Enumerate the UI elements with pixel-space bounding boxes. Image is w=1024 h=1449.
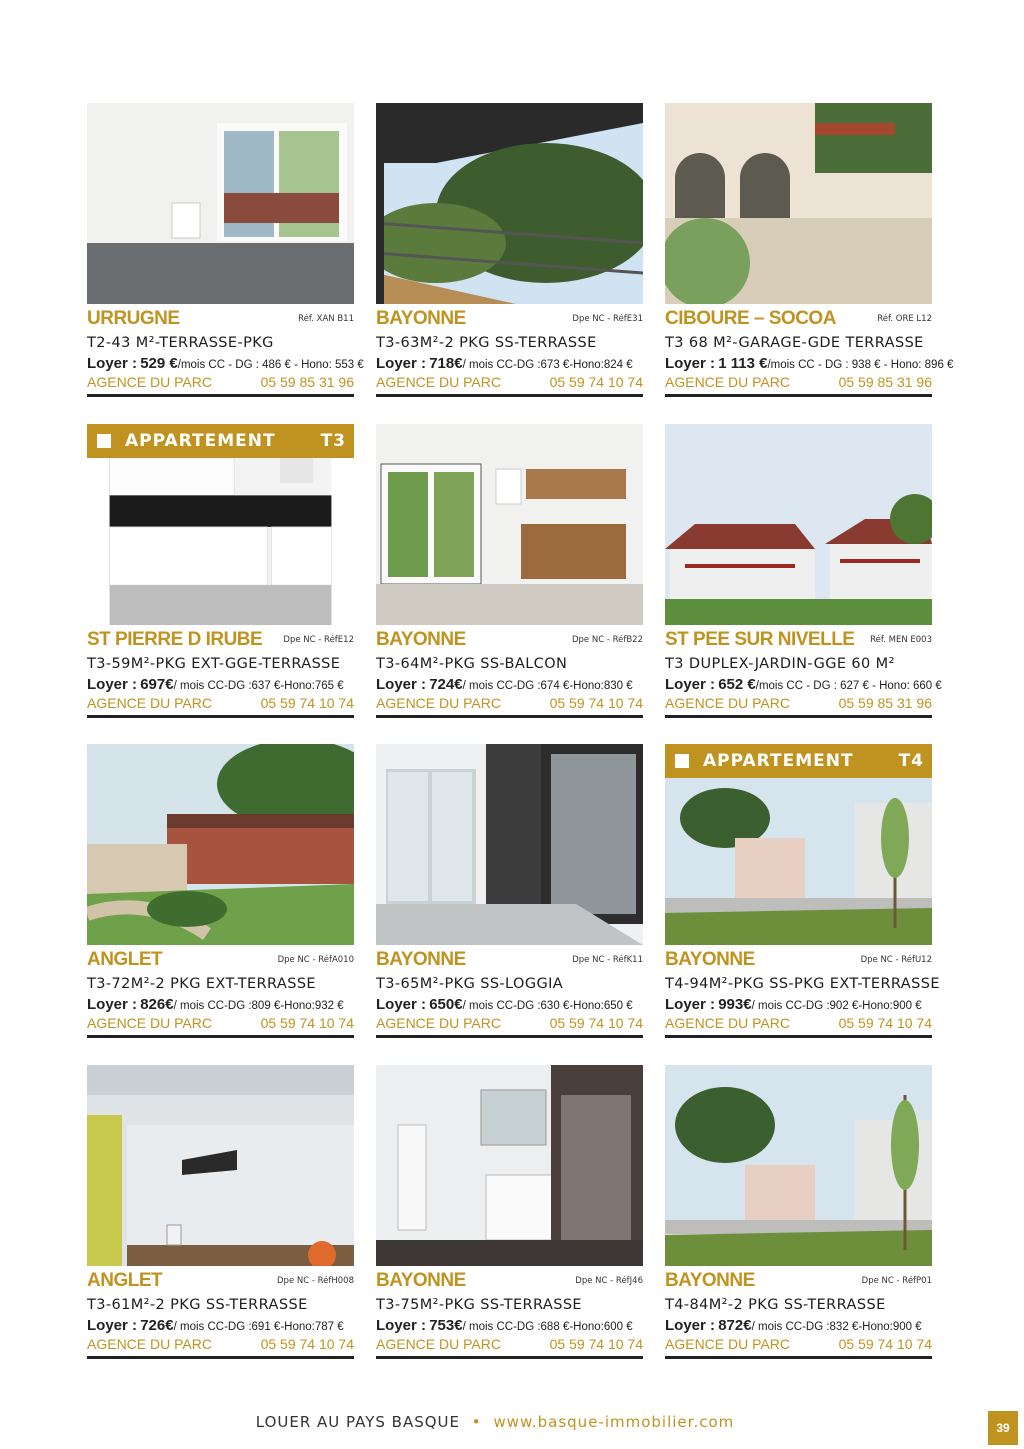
agency-name: AGENCE DU PARC bbox=[376, 695, 501, 711]
agency-name: AGENCE DU PARC bbox=[87, 695, 212, 711]
listing-city: BAYONNE bbox=[376, 308, 466, 329]
agency-phone[interactable]: 05 59 74 10 74 bbox=[549, 374, 643, 390]
banner-photo-block bbox=[665, 744, 932, 945]
listing-title-row bbox=[376, 629, 643, 651]
loyer-amount: 1 113 € bbox=[718, 355, 768, 372]
listing-price bbox=[87, 1317, 354, 1334]
listing-photo[interactable] bbox=[376, 424, 643, 625]
listing-city: ANGLET bbox=[87, 1270, 163, 1291]
loyer-label: Loyer : bbox=[665, 676, 716, 693]
listing-title-row bbox=[376, 1270, 643, 1292]
listing-price bbox=[376, 355, 643, 372]
loyer-label: Loyer : bbox=[376, 996, 427, 1013]
listing-description: T3-65M²-PKG SS-LOGGIA bbox=[376, 976, 564, 992]
agency-phone[interactable]: 05 59 74 10 74 bbox=[549, 695, 643, 711]
listing-photo[interactable] bbox=[665, 424, 932, 625]
loyer-label: Loyer : bbox=[376, 1317, 427, 1334]
listing-photo[interactable] bbox=[87, 744, 354, 945]
listing-ref: Dpe NC - RéfK11 bbox=[572, 955, 643, 965]
loyer-amount: 826€ bbox=[140, 996, 174, 1013]
loyer-details: / mois CC-DG :630 €-Hono:650 € bbox=[462, 1000, 633, 1012]
listing-ref: Dpe NC - RéfU12 bbox=[860, 955, 932, 965]
listing-photo[interactable] bbox=[376, 1065, 643, 1266]
banner-photo-block bbox=[87, 424, 354, 625]
listing-city: ST PIERRE D IRUBE bbox=[87, 629, 263, 650]
listing-title-row bbox=[665, 949, 932, 971]
listing-card[interactable] bbox=[87, 744, 354, 1038]
square-icon bbox=[675, 754, 689, 768]
loyer-details: / mois CC-DG :688 €-Hono:600 € bbox=[462, 1321, 633, 1333]
listing-ref: Dpe NC - RéfB22 bbox=[571, 635, 643, 645]
listing-ref: Dpe NC - RéfP01 bbox=[861, 1276, 932, 1286]
listing-photo[interactable] bbox=[665, 1065, 932, 1266]
loyer-amount: 697€ bbox=[140, 676, 174, 693]
loyer-label: Loyer : bbox=[665, 996, 716, 1013]
loyer-details: /mois CC - DG : 627 € - Hono: 660 € bbox=[755, 680, 942, 692]
listing-description: T3-75M²-PKG SS-TERRASSE bbox=[376, 1297, 582, 1313]
listing-title-row bbox=[665, 629, 932, 651]
agency-name: AGENCE DU PARC bbox=[87, 374, 212, 390]
listing-description: T3 68 M²-GARAGE-GDE TERRASSE bbox=[665, 335, 924, 351]
banner-label: APPARTEMENT bbox=[703, 751, 854, 771]
loyer-amount: 529 € bbox=[140, 355, 178, 372]
listing-city: BAYONNE bbox=[376, 1270, 466, 1291]
listing-card[interactable] bbox=[665, 424, 942, 718]
listing-title-row bbox=[376, 308, 643, 330]
listing-ref: Réf. XAN B11 bbox=[298, 314, 354, 324]
listing-card[interactable] bbox=[376, 1065, 643, 1359]
loyer-label: Loyer : bbox=[87, 1317, 138, 1334]
agency-phone[interactable]: 05 59 74 10 74 bbox=[549, 1015, 643, 1031]
listing-agency-row bbox=[87, 695, 354, 718]
loyer-label: Loyer : bbox=[87, 355, 138, 372]
listing-city: CIBOURE – SOCOA bbox=[665, 308, 836, 329]
listing-price bbox=[376, 676, 643, 693]
listing-agency-row bbox=[87, 1015, 354, 1038]
agency-phone[interactable]: 05 59 74 10 74 bbox=[260, 1336, 354, 1352]
loyer-details: / mois CC-DG :673 €-Hono:824 € bbox=[462, 359, 633, 371]
listing-card[interactable] bbox=[665, 1065, 932, 1359]
listing-description: T4-94M²-PKG SS-PKG EXT-TERRASSE bbox=[665, 976, 940, 992]
listing-price bbox=[665, 355, 954, 372]
listing-card[interactable] bbox=[376, 744, 643, 1038]
loyer-amount: 872€ bbox=[718, 1317, 752, 1334]
listing-price bbox=[376, 1317, 643, 1334]
listing-agency-row bbox=[665, 1336, 932, 1359]
listing-ref: Dpe NC - RéfE31 bbox=[572, 314, 643, 324]
listing-agency-row bbox=[665, 1015, 932, 1038]
listing-agency-row bbox=[87, 374, 354, 397]
agency-phone[interactable]: 05 59 74 10 74 bbox=[549, 1336, 643, 1352]
listing-price bbox=[376, 996, 643, 1013]
listing-card[interactable] bbox=[87, 103, 364, 397]
loyer-details: /mois CC - DG : 938 € - Hono: 896 € bbox=[767, 359, 954, 371]
listing-price bbox=[665, 996, 932, 1013]
listing-price bbox=[665, 1317, 932, 1334]
loyer-details: / mois CC-DG :674 €-Hono:830 € bbox=[462, 680, 633, 692]
listing-description: T4-84M²-2 PKG SS-TERRASSE bbox=[665, 1297, 886, 1313]
listing-ref: Dpe NC - RéfE12 bbox=[283, 635, 354, 645]
listing-card[interactable] bbox=[376, 103, 643, 397]
footer-tagline: LOUER AU PAYS BASQUE bbox=[255, 1413, 461, 1431]
listing-city: ST PEE SUR NIVELLE bbox=[665, 629, 855, 650]
listing-description: T3-64M²-PKG SS-BALCON bbox=[376, 656, 568, 672]
category-banner bbox=[665, 744, 932, 778]
listing-city: BAYONNE bbox=[376, 629, 466, 650]
agency-phone[interactable]: 05 59 74 10 74 bbox=[838, 1336, 932, 1352]
listing-agency-row bbox=[376, 1015, 643, 1038]
listing-agency-row bbox=[665, 374, 932, 397]
listing-ref: Dpe NC - RéfA010 bbox=[277, 955, 354, 965]
loyer-amount: 726€ bbox=[140, 1317, 174, 1334]
footer-separator: • bbox=[471, 1413, 482, 1431]
listing-title-row bbox=[376, 949, 643, 971]
listing-agency-row bbox=[376, 1336, 643, 1359]
agency-phone[interactable]: 05 59 74 10 74 bbox=[260, 1015, 354, 1031]
agency-phone[interactable]: 05 59 85 31 96 bbox=[838, 695, 932, 711]
loyer-amount: 993€ bbox=[718, 996, 752, 1013]
square-icon bbox=[97, 434, 111, 448]
loyer-label: Loyer : bbox=[87, 676, 138, 693]
agency-name: AGENCE DU PARC bbox=[665, 374, 790, 390]
listing-agency-row bbox=[376, 695, 643, 718]
listing-city: URRUGNE bbox=[87, 308, 180, 329]
loyer-amount: 718€ bbox=[429, 355, 463, 372]
agency-phone[interactable]: 05 59 85 31 96 bbox=[838, 374, 932, 390]
loyer-label: Loyer : bbox=[376, 355, 427, 372]
agency-name: AGENCE DU PARC bbox=[376, 374, 501, 390]
listing-card[interactable] bbox=[376, 424, 643, 718]
banner-type: T4 bbox=[898, 751, 924, 771]
listing-price bbox=[87, 355, 364, 372]
loyer-details: / mois CC-DG :809 €-Hono:932 € bbox=[173, 1000, 344, 1012]
listing-agency-row bbox=[665, 695, 932, 718]
loyer-details: / mois CC-DG :832 €-Hono:900 € bbox=[751, 1321, 922, 1333]
listing-price bbox=[665, 676, 942, 693]
listing-photo[interactable] bbox=[665, 103, 932, 304]
listing-title-row bbox=[87, 1270, 354, 1292]
listing-ref: Dpe NC - RéfH008 bbox=[277, 1276, 354, 1286]
agency-phone[interactable]: 05 59 74 10 74 bbox=[838, 1015, 932, 1031]
listing-photo[interactable] bbox=[87, 458, 354, 625]
agency-name: AGENCE DU PARC bbox=[87, 1336, 212, 1352]
listing-photo[interactable] bbox=[376, 744, 643, 945]
listing-card[interactable] bbox=[665, 744, 940, 1038]
loyer-details: / mois CC-DG :902 €-Hono:900 € bbox=[751, 1000, 922, 1012]
listing-description: T3-61M²-2 PKG SS-TERRASSE bbox=[87, 1297, 308, 1313]
listing-ref: Réf. ORE L12 bbox=[877, 314, 932, 324]
banner-label: APPARTEMENT bbox=[125, 431, 276, 451]
listing-card[interactable] bbox=[87, 1065, 354, 1359]
listing-photo[interactable] bbox=[665, 778, 932, 945]
listing-city: BAYONNE bbox=[376, 949, 466, 970]
listing-city: BAYONNE bbox=[665, 1270, 755, 1291]
listing-card[interactable] bbox=[87, 424, 354, 718]
listing-price bbox=[87, 676, 354, 693]
loyer-amount: 652 € bbox=[718, 676, 756, 693]
loyer-label: Loyer : bbox=[665, 1317, 716, 1334]
listing-title-row bbox=[665, 1270, 932, 1292]
loyer-amount: 650€ bbox=[429, 996, 463, 1013]
agency-name: AGENCE DU PARC bbox=[665, 1336, 790, 1352]
listing-photo[interactable] bbox=[376, 103, 643, 304]
loyer-label: Loyer : bbox=[376, 676, 427, 693]
listing-title-row bbox=[87, 308, 354, 330]
page-footer bbox=[0, 1413, 990, 1431]
agency-name: AGENCE DU PARC bbox=[376, 1015, 501, 1031]
listing-city: BAYONNE bbox=[665, 949, 755, 970]
listing-ref: Dpe NC - RéfJ46 bbox=[575, 1276, 643, 1286]
loyer-amount: 724€ bbox=[429, 676, 463, 693]
agency-phone[interactable]: 05 59 85 31 96 bbox=[260, 374, 354, 390]
listing-card[interactable] bbox=[665, 103, 954, 397]
category-banner bbox=[87, 424, 354, 458]
loyer-details: /mois CC - DG : 486 € - Hono: 553 € bbox=[177, 359, 364, 371]
listing-price bbox=[87, 996, 354, 1013]
listing-title-row bbox=[87, 949, 354, 971]
loyer-details: / mois CC-DG :637 €-Hono:765 € bbox=[173, 680, 344, 692]
listing-description: T3-59M²-PKG EXT-GGE-TERRASSE bbox=[87, 656, 341, 672]
listing-photo[interactable] bbox=[87, 1065, 354, 1266]
loyer-amount: 753€ bbox=[429, 1317, 463, 1334]
agency-name: AGENCE DU PARC bbox=[87, 1015, 212, 1031]
listing-description: T3-63M²-2 PKG SS-TERRASSE bbox=[376, 335, 597, 351]
banner-type: T3 bbox=[320, 431, 346, 451]
listing-ref: Réf. MEN E003 bbox=[870, 635, 932, 645]
loyer-label: Loyer : bbox=[87, 996, 138, 1013]
loyer-label: Loyer : bbox=[665, 355, 716, 372]
listing-agency-row bbox=[376, 374, 643, 397]
listing-agency-row bbox=[87, 1336, 354, 1359]
footer-url-link[interactable]: www.basque-immobilier.com bbox=[493, 1413, 735, 1431]
listing-title-row bbox=[665, 308, 932, 330]
listing-description: T3 DUPLEX-JARDIN-GGE 60 M² bbox=[665, 656, 895, 672]
loyer-details: / mois CC-DG :691 €-Hono:787 € bbox=[173, 1321, 344, 1333]
listing-city: ANGLET bbox=[87, 949, 163, 970]
agency-name: AGENCE DU PARC bbox=[665, 1015, 790, 1031]
agency-name: AGENCE DU PARC bbox=[376, 1336, 501, 1352]
agency-phone[interactable]: 05 59 74 10 74 bbox=[260, 695, 354, 711]
page-number: 39 bbox=[988, 1411, 1018, 1445]
listing-photo[interactable] bbox=[87, 103, 354, 304]
listing-description: T2-43 M²-TERRASSE-PKG bbox=[87, 335, 274, 351]
listing-description: T3-72M²-2 PKG EXT-TERRASSE bbox=[87, 976, 316, 992]
listing-title-row bbox=[87, 629, 354, 651]
agency-name: AGENCE DU PARC bbox=[665, 695, 790, 711]
